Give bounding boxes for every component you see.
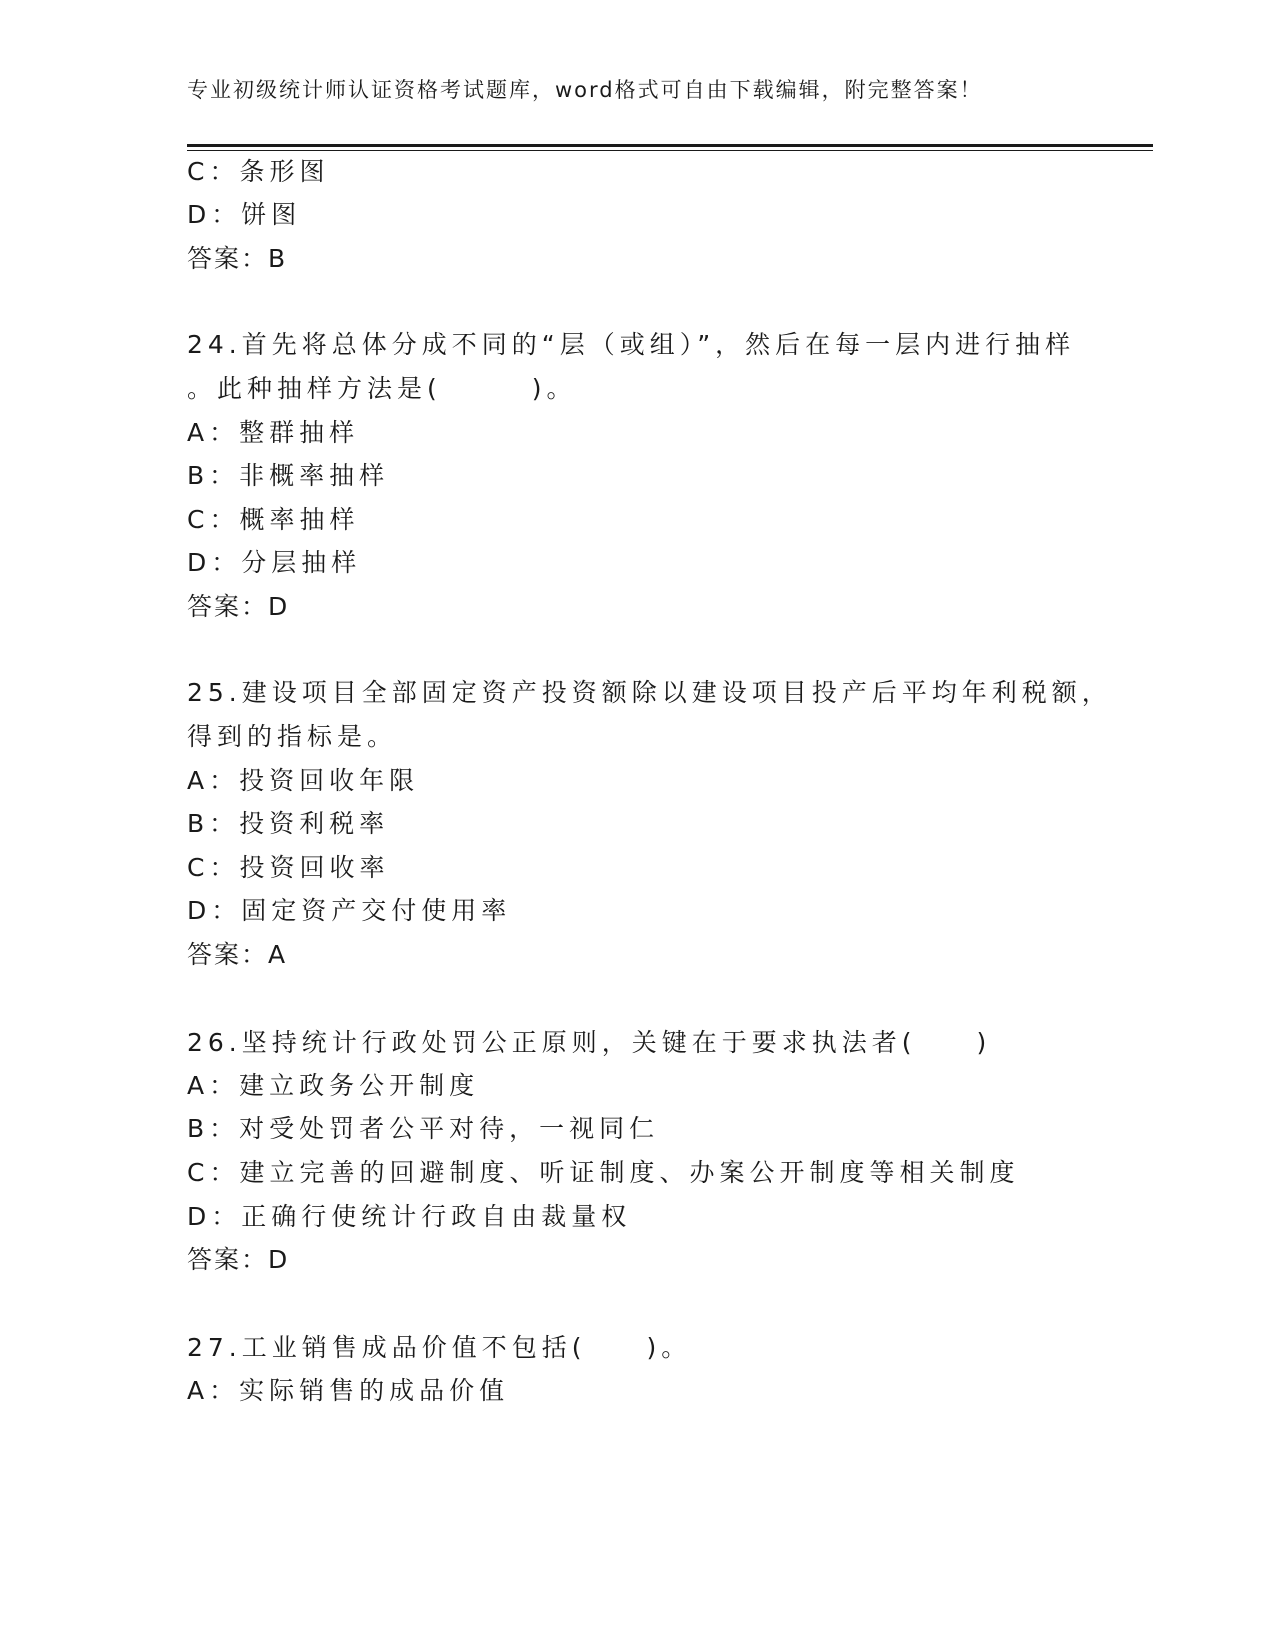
answer: 答案：A <box>187 940 288 969</box>
question-25: 25.建设项目全部固定资产投资额除以建设项目投产后平均年利税额， <box>187 678 1112 707</box>
question-27: 27.工业销售成品价值不包括( )。 <box>187 1333 692 1362</box>
option-c: C：投资回收率 <box>187 853 390 882</box>
answer: 答案：D <box>187 1245 290 1274</box>
question-24: 24.首先将总体分成不同的“层（或组）”，然后在每一层内进行抽样 <box>187 330 1076 359</box>
answer: 答案：D <box>187 592 290 621</box>
header-rule-thin <box>187 150 1153 151</box>
option-a: A：建立政务公开制度 <box>187 1071 480 1100</box>
option-d: D：正确行使统计行政自由裁量权 <box>187 1202 632 1231</box>
option-d: D：分层抽样 <box>187 548 362 577</box>
option-b: B：非概率抽样 <box>187 461 390 490</box>
option-c: C：条形图 <box>187 157 330 186</box>
option-c: C：概率抽样 <box>187 505 360 534</box>
question-26: 26.坚持统计行政处罚公正原则，关键在于要求执法者( ) <box>187 1028 992 1057</box>
option-c: C：建立完善的回避制度、听证制度、办案公开制度等相关制度 <box>187 1158 1020 1187</box>
header-rule-thick <box>187 144 1153 147</box>
option-a: A：实际销售的成品价值 <box>187 1376 510 1405</box>
answer: 答案：B <box>187 244 288 273</box>
header-text: 专业初级统计师认证资格考试题库，word格式可自由下载编辑，附完整答案！ <box>187 78 983 102</box>
option-a: A：整群抽样 <box>187 418 360 447</box>
option-d: D：饼图 <box>187 200 302 229</box>
question-25-cont: 得到的指标是。 <box>187 722 398 751</box>
question-24-cont: 。此种抽样方法是( )。 <box>187 374 577 403</box>
option-b: B：投资利税率 <box>187 809 390 838</box>
option-b: B：对受处罚者公平对待，一视同仁 <box>187 1114 660 1143</box>
option-d: D：固定资产交付使用率 <box>187 896 512 925</box>
option-a: A：投资回收年限 <box>187 766 420 795</box>
